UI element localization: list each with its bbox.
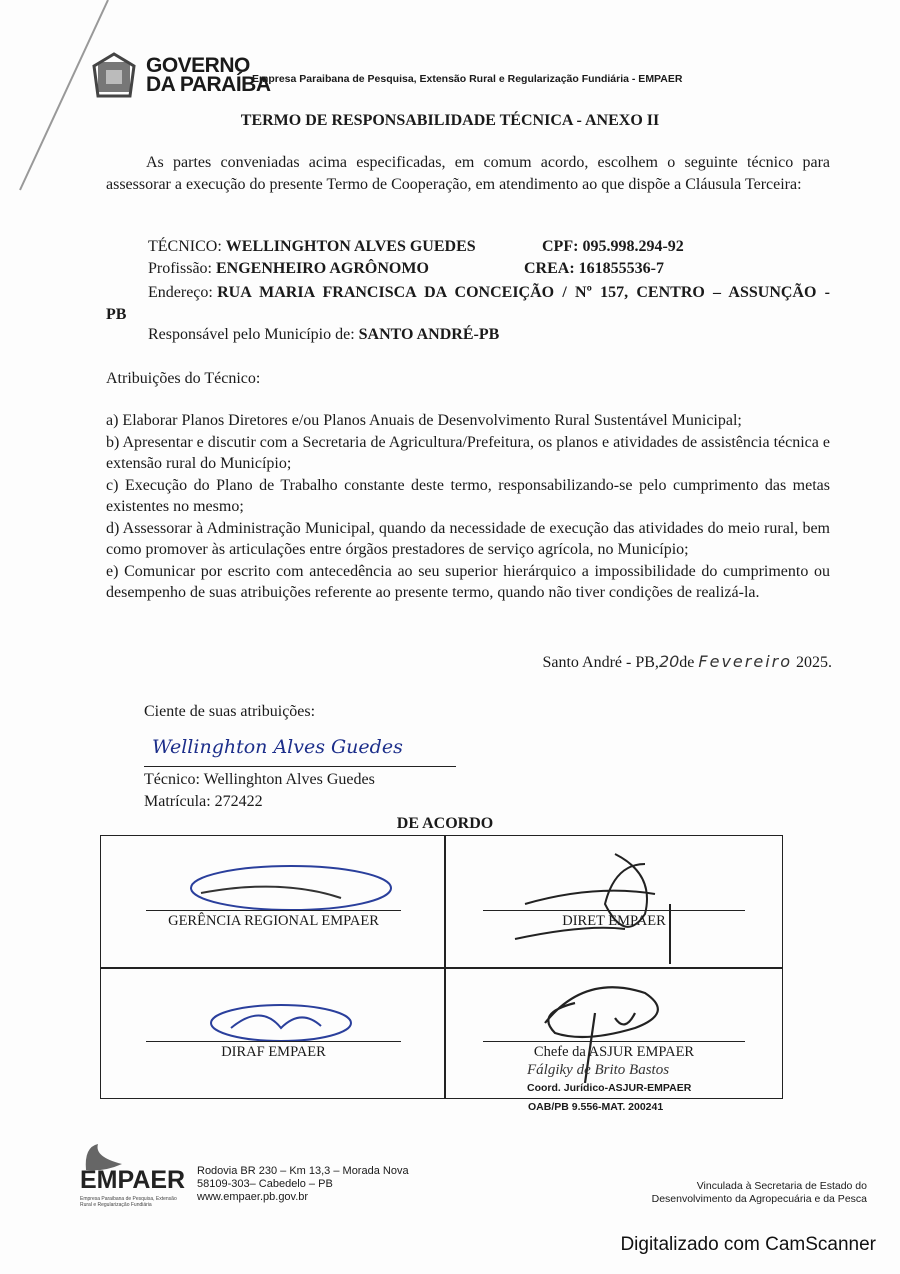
technician-signature-block [144, 769, 375, 813]
signature-line [144, 766, 456, 767]
empaer-logo: EMPAER [80, 1166, 186, 1194]
sign-line [146, 1041, 401, 1042]
attribution-item: b) Apresentar e discutir com a Secretaria de Agricultura/Prefeitura, os planos e atividades de assistência técnica e extensão rural do Município; [106, 433, 830, 472]
sign-line [483, 1041, 745, 1042]
crea-field [524, 260, 664, 278]
diret-signature [505, 844, 705, 964]
attributions-list [106, 410, 830, 604]
attributions-heading: Atribuições do Técnico: [106, 370, 261, 387]
technician-name-line: Técnico: Wellinghton Alves Guedes [144, 771, 375, 788]
camscanner-watermark: Digitalizado com CamScanner [620, 1234, 876, 1255]
cell-diraf [100, 967, 446, 1099]
acknowledge-text: Ciente de suas atribuições: [144, 703, 316, 720]
attribution-item: e) Comunicar por escrito com antecedência ao seu superior hierárquico a impossibilidade do cumprimento ou desempenho de suas atribuições referente ao presente termo, quando não tiver condições de realizá-la. [106, 562, 830, 601]
gov-line2: DA PARAÍBA [146, 73, 271, 96]
endereco-value: RUA MARIA FRANCISCA DA CONCEIÇÃO / Nº 157, CENTRO – ASSUNÇÃO - PB [106, 284, 831, 323]
paraiba-coat-of-arms-icon [90, 50, 138, 100]
empaer-logo-subtitle: Empresa Paraibana de Pesquisa, Extensão Rural e Regularização Fundiária [80, 1196, 177, 1208]
technician-line [148, 238, 476, 256]
address-line2: 58109-303– Cabedelo – PB [197, 1178, 333, 1190]
website-link[interactable]: www.empaer.pb.gov.br [197, 1191, 309, 1203]
cell-gerencia-regional [100, 835, 446, 969]
date-place: Santo André - PB, [542, 654, 659, 671]
cpf-value: 095.998.294-92 [582, 238, 684, 255]
tecnico-name: WELLINGHTON ALVES GUEDES [225, 238, 476, 255]
affiliation-line1: Vinculada à Secretaria de Estado do [696, 1180, 867, 1192]
agency-name: Empresa Paraibana de Pesquisa, Extensão Rural e Regularização Fundiária - EMPAER [252, 73, 683, 85]
endereco-line [106, 282, 830, 325]
municipio-line [148, 326, 499, 344]
diraf-label: DIRAF EMPAER [221, 1044, 326, 1060]
stamp-name: Fálgiky de Brito Bastos [527, 1062, 670, 1078]
profissao-line [148, 260, 429, 278]
profissao-value: ENGENHEIRO AGRÔNOMO [216, 260, 429, 277]
tecnico-label: TÉCNICO: [148, 238, 222, 255]
asjur-label: Chefe da ASJUR EMPAER [533, 1044, 695, 1060]
sign-line [483, 910, 745, 911]
agreement-heading: DE ACORDO [396, 815, 494, 832]
stamp-role: Coord. Jurídico-ASJUR-EMPAER [527, 1082, 692, 1094]
gerencia-label: GERÊNCIA REGIONAL EMPAER [168, 913, 379, 929]
technician-matricula: Matrícula: 272422 [144, 793, 263, 810]
stamp-oab: OAB/PB 9.556-MAT. 200241 [528, 1101, 664, 1113]
date-year: 2025. [796, 654, 832, 671]
gerencia-signature [161, 858, 421, 918]
profissao-label: Profissão: [148, 260, 212, 277]
attribution-item: a) Elaborar Planos Diretores e/ou Planos Anuais de Desenvolvimento Rural Sustentável Municipal; [106, 412, 742, 429]
affiliation-line2: Desenvolvimento da Agropecuária e da Pesca [651, 1193, 867, 1205]
date-line [542, 652, 832, 672]
sign-line [146, 910, 401, 911]
document-title: TERMO DE RESPONSABILIDADE TÉCNICA - ANEXO II [240, 112, 660, 129]
footer-affiliation [652, 1180, 867, 1206]
date-day-handwritten: 20 [658, 652, 680, 671]
attribution-item: d) Assessorar à Administração Municipal, quando da necessidade de execução das atividades do meio rural, bem como promover às articulações entre órgãos prestadores de serviço agrícola, no Município; [106, 519, 830, 558]
date-de: de [679, 654, 695, 671]
date-month-handwritten: Fevereiro [698, 652, 792, 671]
gov-line1: GOVERNO [146, 54, 250, 77]
address-line1: Rodovia BR 230 – Km 13,3 – Morada Nova [197, 1165, 409, 1177]
diret-label: DIRET EMPAER [562, 913, 666, 929]
technician-signature: Wellinghton Alves Guedes [152, 736, 403, 758]
cell-diret [444, 835, 783, 969]
cpf-label: CPF: [542, 238, 579, 255]
crea-label: CREA: [524, 260, 575, 277]
intro-paragraph: As partes conveniadas acima especificadas, em comum acordo, escolhem o seguinte técnico para assessorar a execução do presente Termo de Cooperação, em atendimento ao que dispõe a Cláusula Terceira: [106, 154, 830, 193]
crea-value: 161855536-7 [578, 260, 664, 277]
cell-asjur [444, 967, 783, 1099]
cpf-field [542, 238, 684, 256]
municipio-value: SANTO ANDRÉ-PB [358, 326, 500, 343]
endereco-label: Endereço: [148, 284, 213, 301]
attribution-item: c) Execução do Plano de Trabalho constante deste termo, responsabilizando-se pelo cumprimento das metas existentes no mesmo; [106, 476, 830, 515]
footer-address [197, 1165, 409, 1204]
municipio-label: Responsável pelo Município de: [148, 326, 355, 343]
